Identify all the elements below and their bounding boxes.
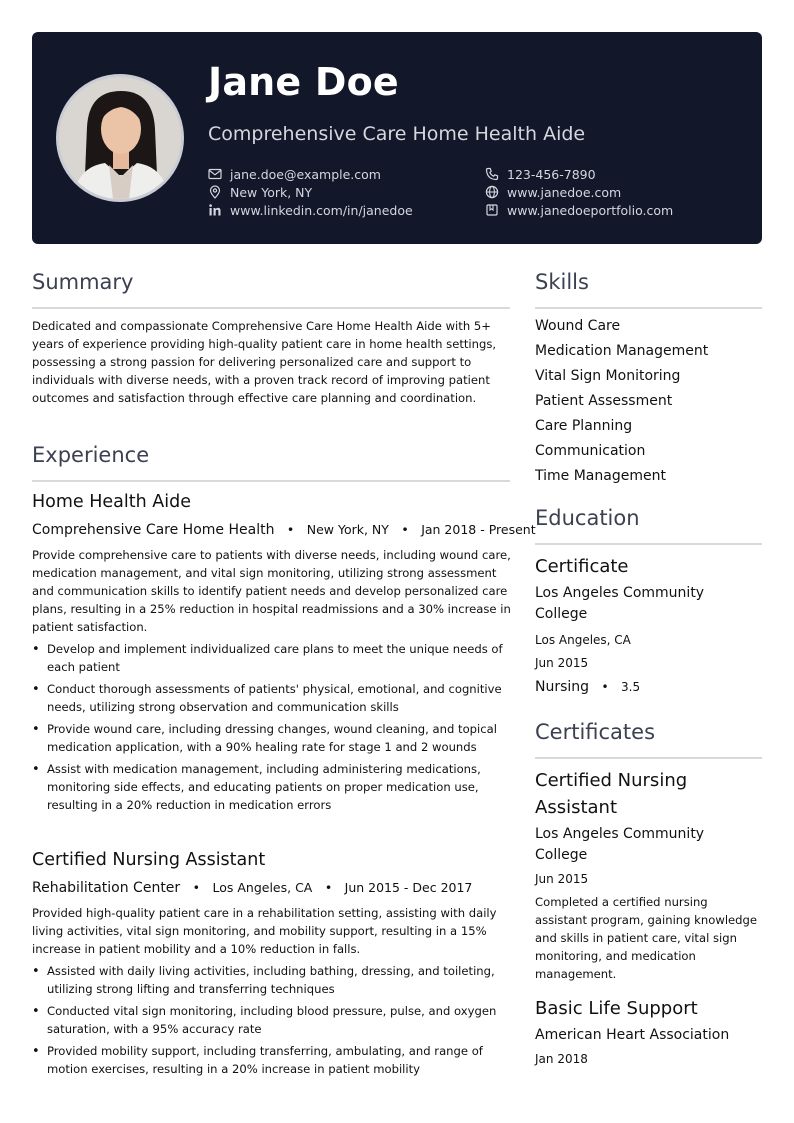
profile-photo [56,74,184,202]
summary-heading: Summary [32,270,134,294]
job-location: Los Angeles, CA [212,880,313,895]
skill-item: Medication Management [535,343,709,359]
job-meta [32,522,536,538]
job-bullet: • Conduct thorough assessments of patients' physical, emotional, and cognitive needs, utilizing strong observation and communication skills [32,680,512,716]
summary-text: Dedicated and compassionate Comprehensive Care Home Health Aide with 5+ years of experience providing high-quality patient care in home health settings, possessing a strong passion for delivering personalized care and support to individuals with diverse needs, with a proven track record of improving patient outcomes and satisfaction through effective care planning and coordination. [32,319,497,405]
skill-item: Vital Sign Monitoring [535,368,681,384]
contact-portfolio[interactable] [485,201,673,219]
job-dates: Jan 2018 - Present [421,522,536,537]
job-meta [32,880,472,896]
education-degree: Certificate [535,556,629,577]
job-description: Provide comprehensive care to patients with diverse needs, including wound care, medication management, and vital sign monitoring, utilizing strong assessment and communication skills to identify patient needs and develop personalized care plans, resulting in a 25% reduction in hospital readmissions and a 30% increase in patient satisfaction. [32,548,511,634]
person-photo-icon [59,77,181,199]
meta-separator: • [324,880,333,895]
education-location: Los Angeles, CA [535,633,631,647]
job-location: New York, NY [306,522,389,537]
contact-location [208,183,312,201]
globe-icon [485,185,499,199]
contact-linkedin-text: www.linkedin.com/in/janedoe [230,202,413,218]
job-company: Comprehensive Care Home Health [32,522,275,538]
certificate-issuer: Los Angeles Community College [535,826,705,863]
certificate-name: Certified Nursing Assistant [535,770,688,818]
education-field: Nursing [535,679,590,695]
summary-divider [32,307,510,309]
experience-heading: Experience [32,443,150,467]
contact-linkedin[interactable] [208,201,413,219]
education-gpa: 3.5 [621,680,641,694]
job-bullet: • Conducted vital sign monitoring, including blood pressure, pulse, and oxygen saturation, with a 95% accuracy rate [32,1002,512,1038]
meta-separator: • [401,522,409,537]
contact-email[interactable] [208,165,381,183]
contact-portfolio-text: www.janedoeportfolio.com [507,202,674,218]
job-dates: Jun 2015 - Dec 2017 [344,880,473,895]
education-divider [535,543,762,545]
contact-phone[interactable] [485,165,596,183]
resume-header [32,32,762,244]
contact-website[interactable] [485,183,621,201]
contact-website-text: www.janedoe.com [507,184,622,200]
education-heading: Education [535,506,640,530]
skills-heading: Skills [535,270,589,294]
job-bullet: • Provided mobility support, including transferring, ambulating, and range of motion exercises, resulting in a 20% increase in patient mobility [32,1042,512,1078]
job-bullet-list [32,962,512,1082]
skill-item: Communication [535,443,646,459]
candidate-title: Comprehensive Care Home Health Aide [208,123,586,145]
job-description: Provided high-quality patient care in a rehabilitation setting, assisting with daily living activities, vital sign monitoring, and mobility support, resulting in a 15% increase in patient mobility and a 10% reduction in falls. [32,906,497,956]
skill-item: Patient Assessment [535,393,673,409]
education-school: Los Angeles Community College [535,585,705,622]
job-role: Home Health Aide [32,492,191,512]
certificate-date: Jan 2018 [535,1052,588,1066]
job-bullet: • Provide wound care, including dressing changes, wound cleaning, and topical medication application, with a 90% healing rate for stage 1 and 2 wounds [32,720,512,756]
certificate-date: Jun 2015 [535,872,589,886]
job-bullet-list [32,640,512,818]
job-company: Rehabilitation Center [32,880,181,896]
certificate-issuer: American Heart Association [535,1027,730,1043]
mail-icon [208,167,222,181]
meta-separator: • [192,880,201,895]
linkedin-icon [208,203,222,217]
skill-item: Time Management [535,468,666,484]
skill-item: Wound Care [535,318,621,334]
contact-email-text: jane.doe@example.com [230,166,381,182]
skills-divider [535,307,762,309]
candidate-name: Jane Doe [208,60,399,104]
certificates-divider [535,757,762,759]
phone-icon [485,167,499,181]
certificates-heading: Certificates [535,720,656,744]
portfolio-icon [485,203,499,217]
experience-divider [32,480,510,482]
education-date: Jun 2015 [535,656,589,670]
location-pin-icon [208,185,222,199]
certificate-name: Basic Life Support [535,998,698,1019]
education-field-gpa [535,677,640,698]
job-role: Certified Nursing Assistant [32,850,266,870]
contact-phone-text: 123-456-7890 [507,166,596,182]
meta-separator: • [286,522,295,537]
meta-separator: • [601,680,609,694]
job-bullet: • Develop and implement individualized care plans to meet the unique needs of each patient [32,640,512,676]
skill-item: Care Planning [535,418,633,434]
job-bullet: • Assisted with daily living activities, including bathing, dressing, and toileting, utilizing strong lifting and transferring techniques [32,962,512,998]
contact-location-text: New York, NY [230,184,313,200]
job-bullet: • Assist with medication management, including administering medications, monitoring side effects, and educating patients on proper medication use, resulting in a 20% reduction in medication errors [32,760,512,814]
certificate-description: Completed a certified nursing assistant program, gaining knowledge and skills in patient care, vital sign monitoring, and medication management. [535,895,758,981]
